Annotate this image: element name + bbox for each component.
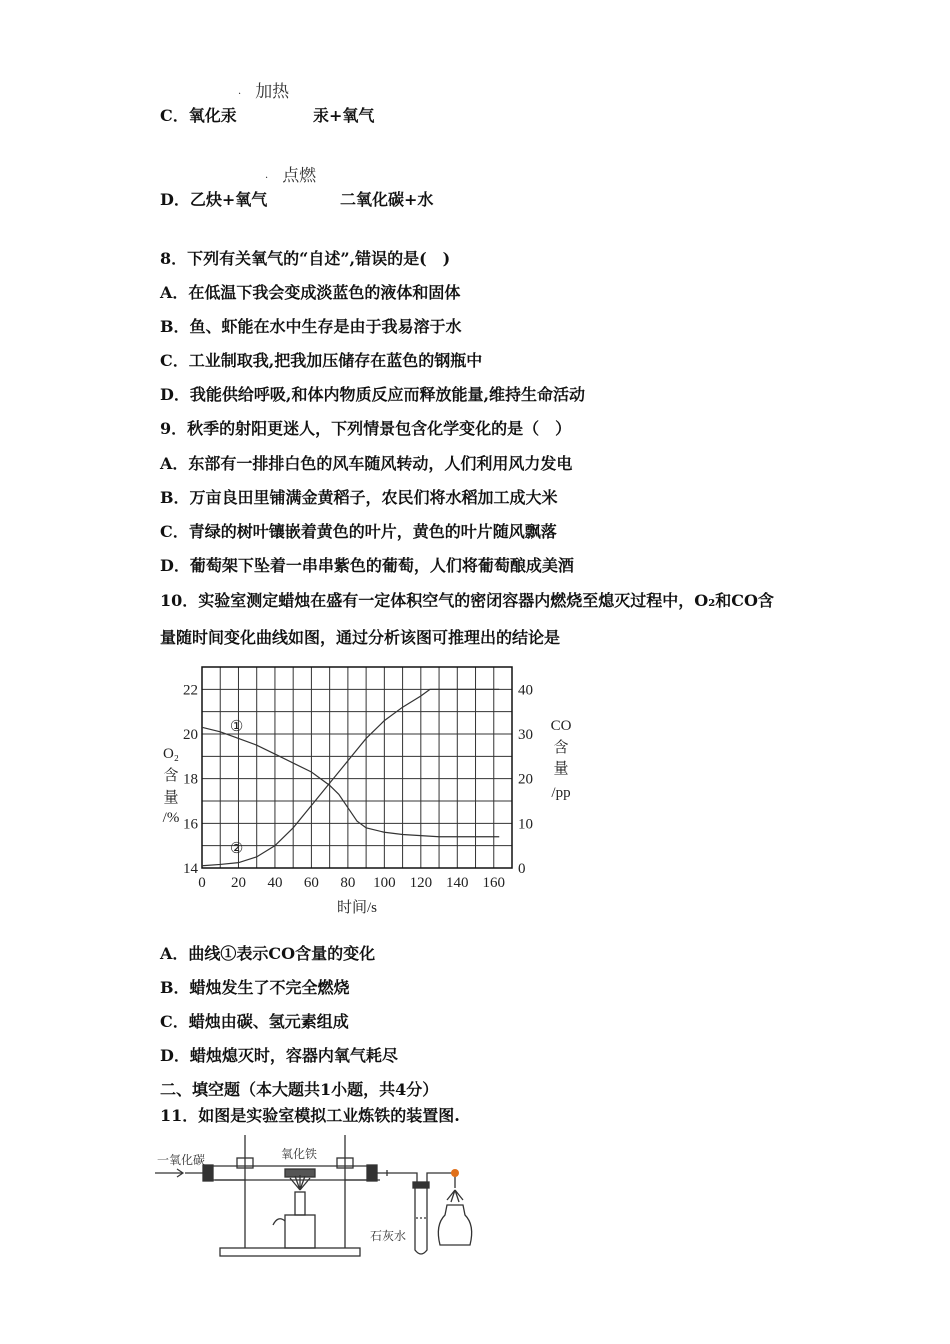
q10-option-b: B．蜡烛发生了不完全燃烧 xyxy=(160,978,350,997)
q10-option-a: A．曲线①表示CO含量的变化 xyxy=(160,944,376,963)
q9-option-c: C．青绿的树叶镶嵌着黄色的叶片，黄色的叶片随风飘落 xyxy=(160,522,557,541)
chart-axis-labels xyxy=(163,718,572,916)
q9-option-a: A．东部有一排排白色的风车随风转动，人们利用风力发电 xyxy=(160,454,573,473)
chart-grid xyxy=(202,667,512,868)
x-tick-label: 160 xyxy=(482,875,506,891)
q10-stem-line2: 量随时间变化曲线如图，通过分析该图可推理出的结论是 xyxy=(160,628,561,647)
x-tick-label: 120 xyxy=(409,875,433,891)
second-burner-flame xyxy=(447,1190,463,1202)
x-tick-label: 20 xyxy=(230,875,246,891)
x-tick-label: 40 xyxy=(267,875,283,891)
curve-2-marker: ② xyxy=(229,840,244,857)
left-axis-label-part: 含 xyxy=(163,768,179,784)
second-alcohol-burner xyxy=(438,1205,471,1245)
right-axis-label-part: CO xyxy=(550,718,572,734)
iron-smelting-apparatus xyxy=(155,1130,505,1262)
q8-option-c: C．工业制取我,把我加压储存在蓝色的钢瓶中 xyxy=(160,351,483,370)
test-tube xyxy=(415,1188,427,1254)
chart-axes xyxy=(202,667,512,868)
right-axis-label-part: /pp xyxy=(551,785,571,801)
q9-option-d: D．葡萄架下坠着一串串紫色的葡萄，人们将葡萄酿成美酒 xyxy=(160,556,574,575)
q9-option-b: B．万亩良田里铺满金黄稻子，农民们将水稻加工成大米 xyxy=(160,488,558,507)
fe2o3-label: 氧化铁 xyxy=(281,1147,318,1161)
right-tick-label: 40 xyxy=(518,682,533,699)
left-axis-label-part: O₂ xyxy=(162,746,180,762)
left-tick-label: 16 xyxy=(183,816,198,833)
q8-option-b: B．鱼、虾能在水中生存是由于我易溶于水 xyxy=(160,317,462,336)
right-axis-label-part: 含 xyxy=(553,740,569,756)
outlet-tube xyxy=(377,1173,417,1188)
right-tick-label: 20 xyxy=(518,771,533,788)
q7-option-d-reactant: D．乙炔+氧气 xyxy=(160,190,268,209)
q8-option-d: D．我能供给呼吸,和体内物质反应而释放能量,维持生命活动 xyxy=(160,385,586,404)
left-stopper xyxy=(203,1165,213,1181)
burner-neck xyxy=(295,1192,305,1215)
q10-stem-line1: 10．实验室测定蜡烛在盛有一定体积空气的密闭容器内燃烧至熄灭过程中，O₂和CO含 xyxy=(160,591,774,610)
x-tick-label: 100 xyxy=(373,875,396,891)
curve-1-marker: ① xyxy=(229,719,244,736)
test-tube-stopper xyxy=(413,1182,429,1188)
q7-c-arrow xyxy=(252,114,302,115)
q7-option-d-product: 二氧化碳+水 xyxy=(340,190,434,209)
plot-frame xyxy=(202,667,512,868)
apparatus-base xyxy=(220,1248,360,1256)
right-tick-label: 0 xyxy=(518,861,526,877)
left-tick-label: 18 xyxy=(183,771,198,788)
exhaust-flame xyxy=(451,1169,459,1177)
q10-option-d: D．蜡烛熄灭时，容器内氧气耗尽 xyxy=(160,1046,398,1065)
q7-c-condition: · 加热 xyxy=(238,82,290,102)
curve-co xyxy=(202,689,499,865)
burner-knob xyxy=(273,1219,285,1225)
right-tick-label: 10 xyxy=(518,816,533,833)
x-axis-label: 时间/s xyxy=(336,900,378,916)
chart-curves xyxy=(202,689,499,865)
x-tick-label: 80 xyxy=(340,875,356,891)
chart-ticks xyxy=(183,682,533,891)
q10-option-c: C．蜡烛由碳、氢元素组成 xyxy=(160,1012,349,1031)
left-tick-label: 22 xyxy=(183,682,198,699)
left-axis-label-part: /% xyxy=(162,810,180,826)
q7-option-c-reactant: C．氧化汞 xyxy=(160,106,237,125)
co-label: 一氧化碳 xyxy=(157,1153,206,1167)
x-tick-label: 140 xyxy=(446,875,469,891)
q11-stem: 11．如图是实验室模拟工业炼铁的装置图. xyxy=(160,1106,460,1125)
curve-o2 xyxy=(202,727,499,836)
q7-d-condition: · 点燃 xyxy=(265,166,317,186)
right-axis-label-part: 量 xyxy=(553,761,569,777)
q9-stem: 9．秋季的射阳更迷人，下列情景包含化学变化的是（ ） xyxy=(160,419,572,438)
gas-inlet-arrow xyxy=(155,1169,183,1177)
q8-stem: 8．下列有关氧气的“自述”,错误的是( ) xyxy=(160,249,451,268)
alcohol-burner xyxy=(285,1215,315,1248)
right-tick-label: 30 xyxy=(518,727,533,743)
q10-line-chart xyxy=(155,655,595,925)
left-axis-label-part: 量 xyxy=(163,790,179,806)
section-heading: 二、填空题（本大题共1小题，共4分） xyxy=(160,1080,439,1099)
left-tick-label: 20 xyxy=(183,727,198,743)
left-tick-label: 14 xyxy=(183,861,198,877)
limewater-label: 石灰水 xyxy=(370,1229,407,1243)
q8-option-a: A．在低温下我会变成淡蓝色的液体和固体 xyxy=(160,283,461,302)
exhaust-tube xyxy=(427,1173,455,1188)
right-stopper xyxy=(367,1165,377,1181)
q7-option-c-product: 汞+氧气 xyxy=(313,106,375,125)
x-tick-label: 60 xyxy=(303,875,319,891)
x-tick-label: 0 xyxy=(198,875,206,891)
